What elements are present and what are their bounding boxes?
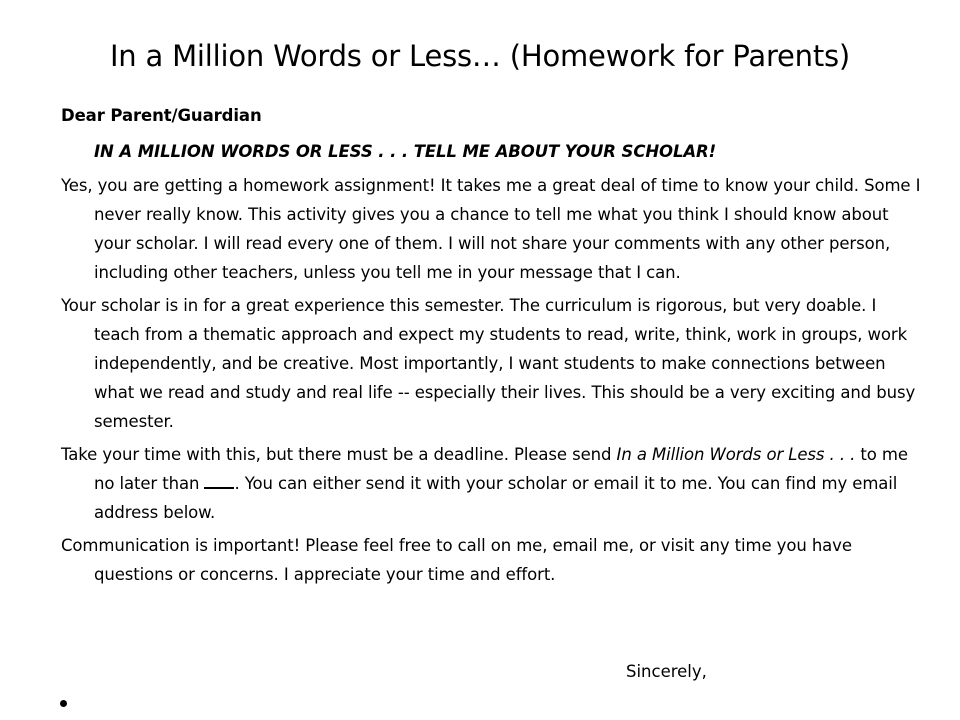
deadline-text-a: Take your time with this, but there must be a deadline. Please send [61, 445, 617, 464]
paragraph-homework: Yes, you are getting a homework assignment! It takes me a great deal of time to know your child. Some I never really know. This activity gives you a chance to tell me what you think I should know about your scholar. I will read every one of them. I will not share your comments with any other person, including other teachers, unless you tell me in your message that I can. [61, 176, 921, 282]
deadline-blank [204, 471, 234, 489]
bullet-icon [60, 700, 67, 707]
slide-title: In a Million Words or Less… (Homework for Parents) [109, 39, 851, 73]
deadline-text-b: to me no later than [94, 445, 908, 493]
paragraph-deadline [61, 440, 921, 527]
assignment-title: In a Million Words or Less . . . [616, 445, 856, 464]
letter-heading: IN A MILLION WORDS OR LESS . . . TELL ME ABOUT YOUR SCHOLAR! [94, 142, 717, 161]
deadline-text-c: . You can either send it with your scholar or email it to me. You can find my email address below. [94, 474, 898, 522]
letter-body [61, 101, 921, 593]
closing: Sincerely, [626, 662, 707, 681]
paragraph-communication: Communication is important! Please feel free to call on me, email me, or visit any time you have questions or concerns. I appreciate your time and effort. [61, 536, 852, 584]
paragraph-semester: Your scholar is in for a great experience this semester. The curriculum is rigorous, but very doable. I teach from a thematic approach and expect my students to read, write, think, work in groups, work independently, and be creative. Most importantly, I want students to make connections between what we read and study and real life -- especially their lives. This should be a very exciting and busy semester. [61, 296, 916, 431]
salutation: Dear Parent/Guardian [61, 106, 262, 125]
